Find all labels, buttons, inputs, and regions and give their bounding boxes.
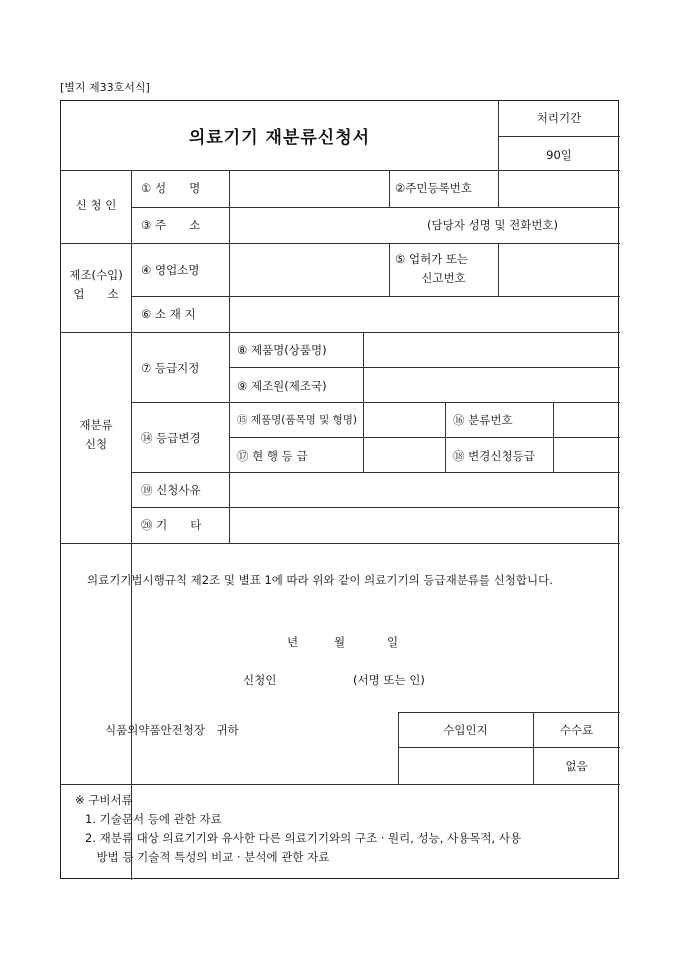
divider — [498, 136, 620, 137]
divider — [61, 170, 620, 171]
requested-grade-label: ⑱ 변경신청등급 — [453, 449, 535, 463]
processing-period-value: 90일 — [546, 148, 572, 162]
location-label: ⑥ 소 재 지 — [141, 307, 196, 321]
address-label: ③ 주 소 — [141, 218, 201, 232]
form-title: 의료기기 재분류신청서 — [188, 128, 371, 148]
reclass-section-label-1: 재분류 — [79, 418, 113, 432]
divider — [61, 784, 620, 785]
divider — [498, 243, 499, 296]
addressee: 식품의약품안전청장 귀하 — [105, 723, 239, 737]
class-number-label: ⑯ 분류번호 — [453, 413, 513, 427]
required-documents — [75, 791, 521, 867]
signature-label: 신청인 — [243, 673, 277, 687]
divider — [131, 207, 620, 208]
divider — [229, 367, 620, 368]
business-section-label-2: 업 소 — [73, 287, 119, 301]
divider — [61, 543, 620, 544]
product-model-label: ⑮ 제품명(품목명 및 형명) — [237, 414, 357, 426]
resident-number-label: ②주민등록번호 — [395, 181, 472, 195]
date-day: 일 — [387, 635, 399, 649]
divider — [389, 170, 390, 207]
divider — [61, 243, 620, 244]
license-label-1: ⑤ 업허가 또는 — [395, 252, 469, 266]
divider — [131, 170, 132, 880]
name-label: ① 성 명 — [141, 181, 201, 195]
divider — [229, 437, 620, 438]
documents-item: 2. 재분류 대상 의료기기와 유사한 다른 의료기기와의 구조 · 원리, 성능, 사용목적, 사용 — [85, 831, 522, 845]
divider — [398, 747, 620, 748]
applicant-section-label: 신 청 인 — [75, 198, 117, 212]
divider — [498, 170, 499, 207]
product-name-label: ⑧ 제품명(상품명) — [237, 343, 327, 357]
date-year: 년 — [287, 635, 299, 649]
documents-item: 방법 등 기술적 특성의 비교 · 분석에 관한 자료 — [85, 850, 330, 864]
documents-heading: ※ 구비서류 — [75, 793, 133, 807]
fee-label: 수수료 — [559, 723, 594, 737]
declaration-text: 의료기기법시행규칙 제2조 및 별표 1에 따라 위와 같이 의료기기의 등급재분류를 신청합니다. — [87, 573, 553, 587]
current-grade-label: ⑰ 현 행 등 급 — [237, 449, 308, 463]
signature-note: (서명 또는 인) — [353, 673, 425, 687]
processing-period-label: 처리기간 — [536, 111, 582, 125]
business-name-label: ④ 영업소명 — [141, 263, 200, 277]
grade-designation-label: ⑦ 등급지정 — [141, 361, 200, 375]
divider — [131, 472, 620, 473]
license-label-2: 신고번호 — [421, 271, 466, 285]
reclass-section-label-2: 신청 — [84, 437, 108, 451]
date-month: 월 — [334, 635, 346, 649]
reason-label: ⑲ 신청사유 — [141, 483, 201, 497]
divider — [131, 507, 620, 508]
grade-change-label: ⑭ 등급변경 — [141, 431, 201, 445]
revenue-stamp-label: 수입인지 — [443, 723, 488, 737]
divider — [131, 296, 620, 297]
divider — [61, 332, 620, 333]
manufacturer-label: ⑨ 제조원(제조국) — [237, 379, 327, 393]
divider — [131, 402, 620, 403]
contact-note: (담당자 성명 및 전화번호) — [427, 218, 559, 232]
business-section-label-1: 제조(수입) — [69, 268, 123, 282]
form-number: [별지 제33호서식] — [60, 81, 150, 94]
application-form — [60, 100, 619, 879]
other-label: ⑳ 기 타 — [141, 518, 202, 532]
fee-value: 없음 — [565, 759, 588, 773]
divider — [229, 243, 230, 332]
divider — [398, 712, 620, 713]
documents-item: 1. 기술문서 등에 관한 자료 — [85, 812, 222, 826]
